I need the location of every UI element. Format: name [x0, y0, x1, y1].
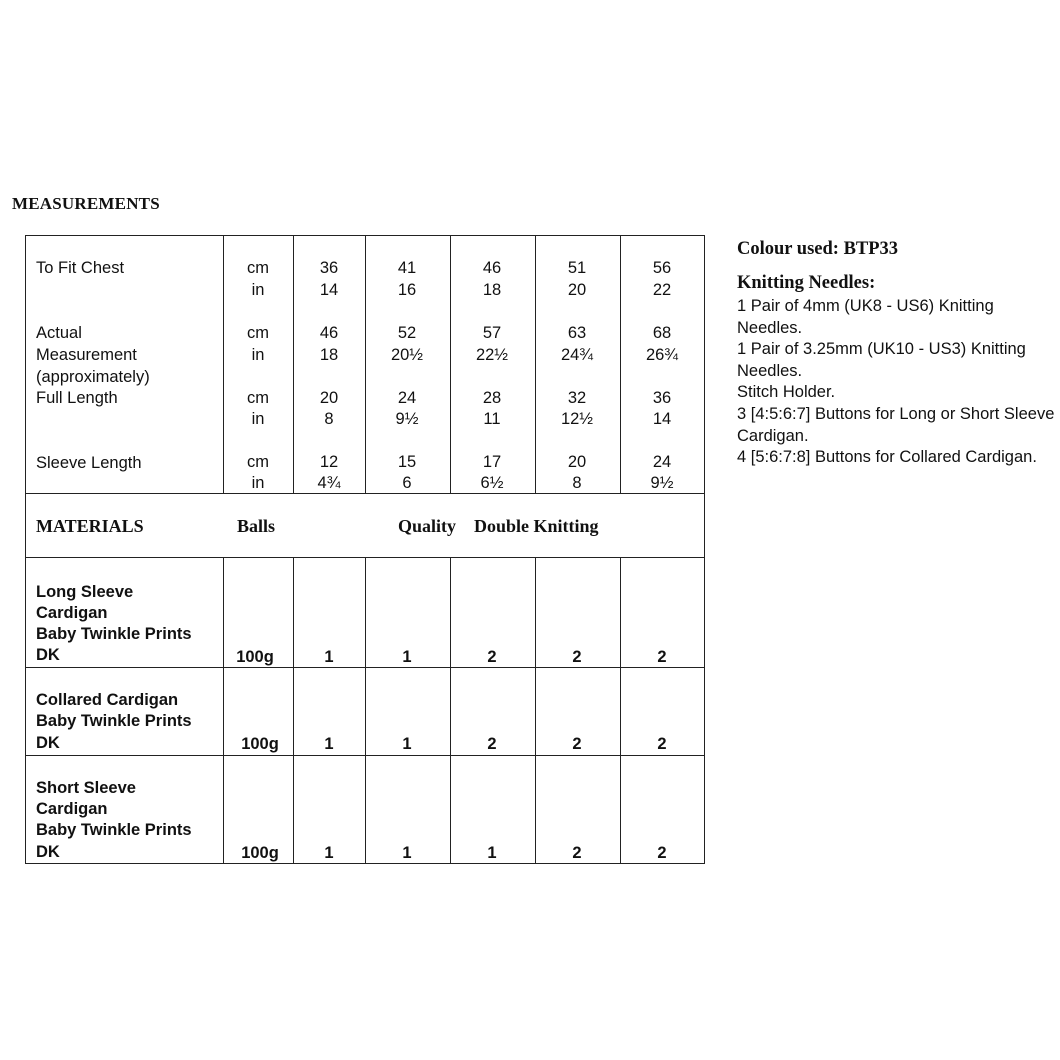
material-weight: 100g — [241, 735, 279, 753]
table-col-line — [365, 235, 366, 493]
cell: 52 — [397, 324, 417, 342]
colour-used: Colour used: BTP33 — [737, 239, 899, 259]
table-col-line — [223, 557, 224, 864]
material-balls: 2 — [572, 735, 582, 753]
cell: 16 — [397, 281, 417, 299]
cell: 20 — [567, 281, 587, 299]
needles-item: 1 Pair of 4mm (UK8 - US6) Knitting Needles. — [737, 297, 994, 337]
cell: 20 — [319, 389, 339, 407]
material-name: DK — [36, 734, 60, 752]
material-name: Baby Twinkle Prints — [36, 712, 192, 730]
cell: 6 — [402, 474, 412, 492]
cell: 17 — [482, 453, 502, 471]
cell: 28 — [482, 389, 502, 407]
unit-cm: cm — [247, 389, 269, 407]
needles-title: Knitting Needles: — [737, 273, 876, 293]
cell: 32 — [567, 389, 587, 407]
material-balls: 2 — [487, 735, 497, 753]
needles-item: 3 [4:5:6:7] Buttons for Long or Short Sleeve Cardigan. — [737, 404, 1055, 445]
cell: 36 — [319, 259, 339, 277]
cell: 24 — [652, 453, 672, 471]
cell: 26¾ — [645, 346, 679, 364]
material-name: Baby Twinkle Prints — [36, 625, 192, 643]
row-label-chest: To Fit Chest — [36, 259, 125, 277]
cell: 9½ — [650, 474, 674, 492]
material-name: Cardigan — [36, 800, 108, 818]
row-label-actual: (approximately) — [36, 368, 150, 386]
material-weight: 100g — [241, 844, 279, 862]
cell: 18 — [319, 346, 339, 364]
material-balls: 2 — [572, 648, 582, 666]
row-label-sleeve-length: Sleeve Length — [36, 454, 142, 472]
row-label-full-length: Full Length — [36, 389, 118, 407]
cell: 24¾ — [560, 346, 594, 364]
material-balls: 2 — [657, 648, 667, 666]
cell: 12½ — [560, 410, 594, 428]
material-balls: 1 — [487, 844, 497, 862]
table-col-line — [620, 557, 621, 864]
cell: 15 — [397, 453, 417, 471]
cell: 18 — [482, 281, 502, 299]
cell: 4¾ — [317, 474, 341, 492]
material-balls: 1 — [402, 648, 412, 666]
cell: 11 — [483, 410, 501, 428]
material-name: DK — [36, 646, 60, 664]
material-weight: 100g — [236, 648, 274, 666]
unit-cm: cm — [247, 324, 269, 342]
material-balls: 2 — [657, 844, 667, 862]
cell: 24 — [397, 389, 417, 407]
unit-in: in — [251, 410, 265, 428]
cell: 8 — [572, 474, 582, 492]
cell: 63 — [567, 324, 587, 342]
needles-item: Stitch Holder. — [737, 383, 836, 402]
material-balls: 2 — [572, 844, 582, 862]
cell: 46 — [319, 324, 339, 342]
cell: 36 — [652, 389, 672, 407]
material-name: Short Sleeve — [36, 779, 136, 797]
cell: 6½ — [480, 474, 504, 492]
balls-label: Balls — [237, 516, 276, 536]
cell: 57 — [482, 324, 502, 342]
material-name: Baby Twinkle Prints — [36, 821, 192, 839]
cell: 22½ — [475, 346, 509, 364]
cell: 56 — [652, 259, 672, 277]
material-name: DK — [36, 843, 60, 861]
row-label-actual: Measurement — [36, 346, 137, 364]
material-name: Collared Cardigan — [36, 691, 179, 709]
cell: 12 — [319, 453, 339, 471]
unit-in: in — [251, 474, 265, 492]
material-balls: 1 — [402, 735, 412, 753]
cell: 9½ — [395, 410, 419, 428]
table-col-line — [365, 557, 366, 864]
table-col-line — [535, 557, 536, 864]
yarn-label: Double Knitting — [474, 516, 599, 536]
cell: 14 — [652, 410, 672, 428]
cell: 68 — [652, 324, 672, 342]
unit-cm: cm — [247, 259, 269, 277]
material-balls: 2 — [487, 648, 497, 666]
cell: 46 — [482, 259, 502, 277]
unit-in: in — [251, 346, 265, 364]
needles-item: 1 Pair of 3.25mm (UK10 - US3) Knitting Needles. — [737, 340, 1026, 380]
table-col-line — [620, 235, 621, 493]
needles-item: 4 [5:6:7:8] Buttons for Collared Cardigan. — [737, 448, 1037, 467]
material-balls: 1 — [324, 735, 334, 753]
table-col-line — [450, 557, 451, 864]
cell: 41 — [397, 259, 417, 277]
cell: 20½ — [390, 346, 424, 364]
quality-label: Quality — [398, 516, 457, 536]
cell: 51 — [567, 259, 587, 277]
notes-column — [737, 239, 1057, 469]
materials-title: MATERIALS — [36, 516, 144, 536]
material-name: Long Sleeve — [36, 583, 134, 601]
needles-list — [737, 296, 1057, 469]
material-balls: 1 — [324, 648, 334, 666]
measurements-title: MEASUREMENTS — [12, 194, 160, 213]
table-col-line — [293, 557, 294, 864]
row-label-actual: Actual — [36, 324, 82, 342]
material-balls: 1 — [324, 844, 334, 862]
cell: 8 — [324, 410, 334, 428]
table-col-line — [450, 235, 451, 493]
material-name: Cardigan — [36, 604, 108, 622]
unit-in: in — [251, 281, 265, 299]
unit-cm: cm — [247, 453, 269, 471]
table-col-line — [535, 235, 536, 493]
cell: 22 — [652, 281, 672, 299]
cell: 14 — [319, 281, 339, 299]
material-balls: 1 — [402, 844, 412, 862]
cell: 20 — [567, 453, 587, 471]
material-balls: 2 — [657, 735, 667, 753]
